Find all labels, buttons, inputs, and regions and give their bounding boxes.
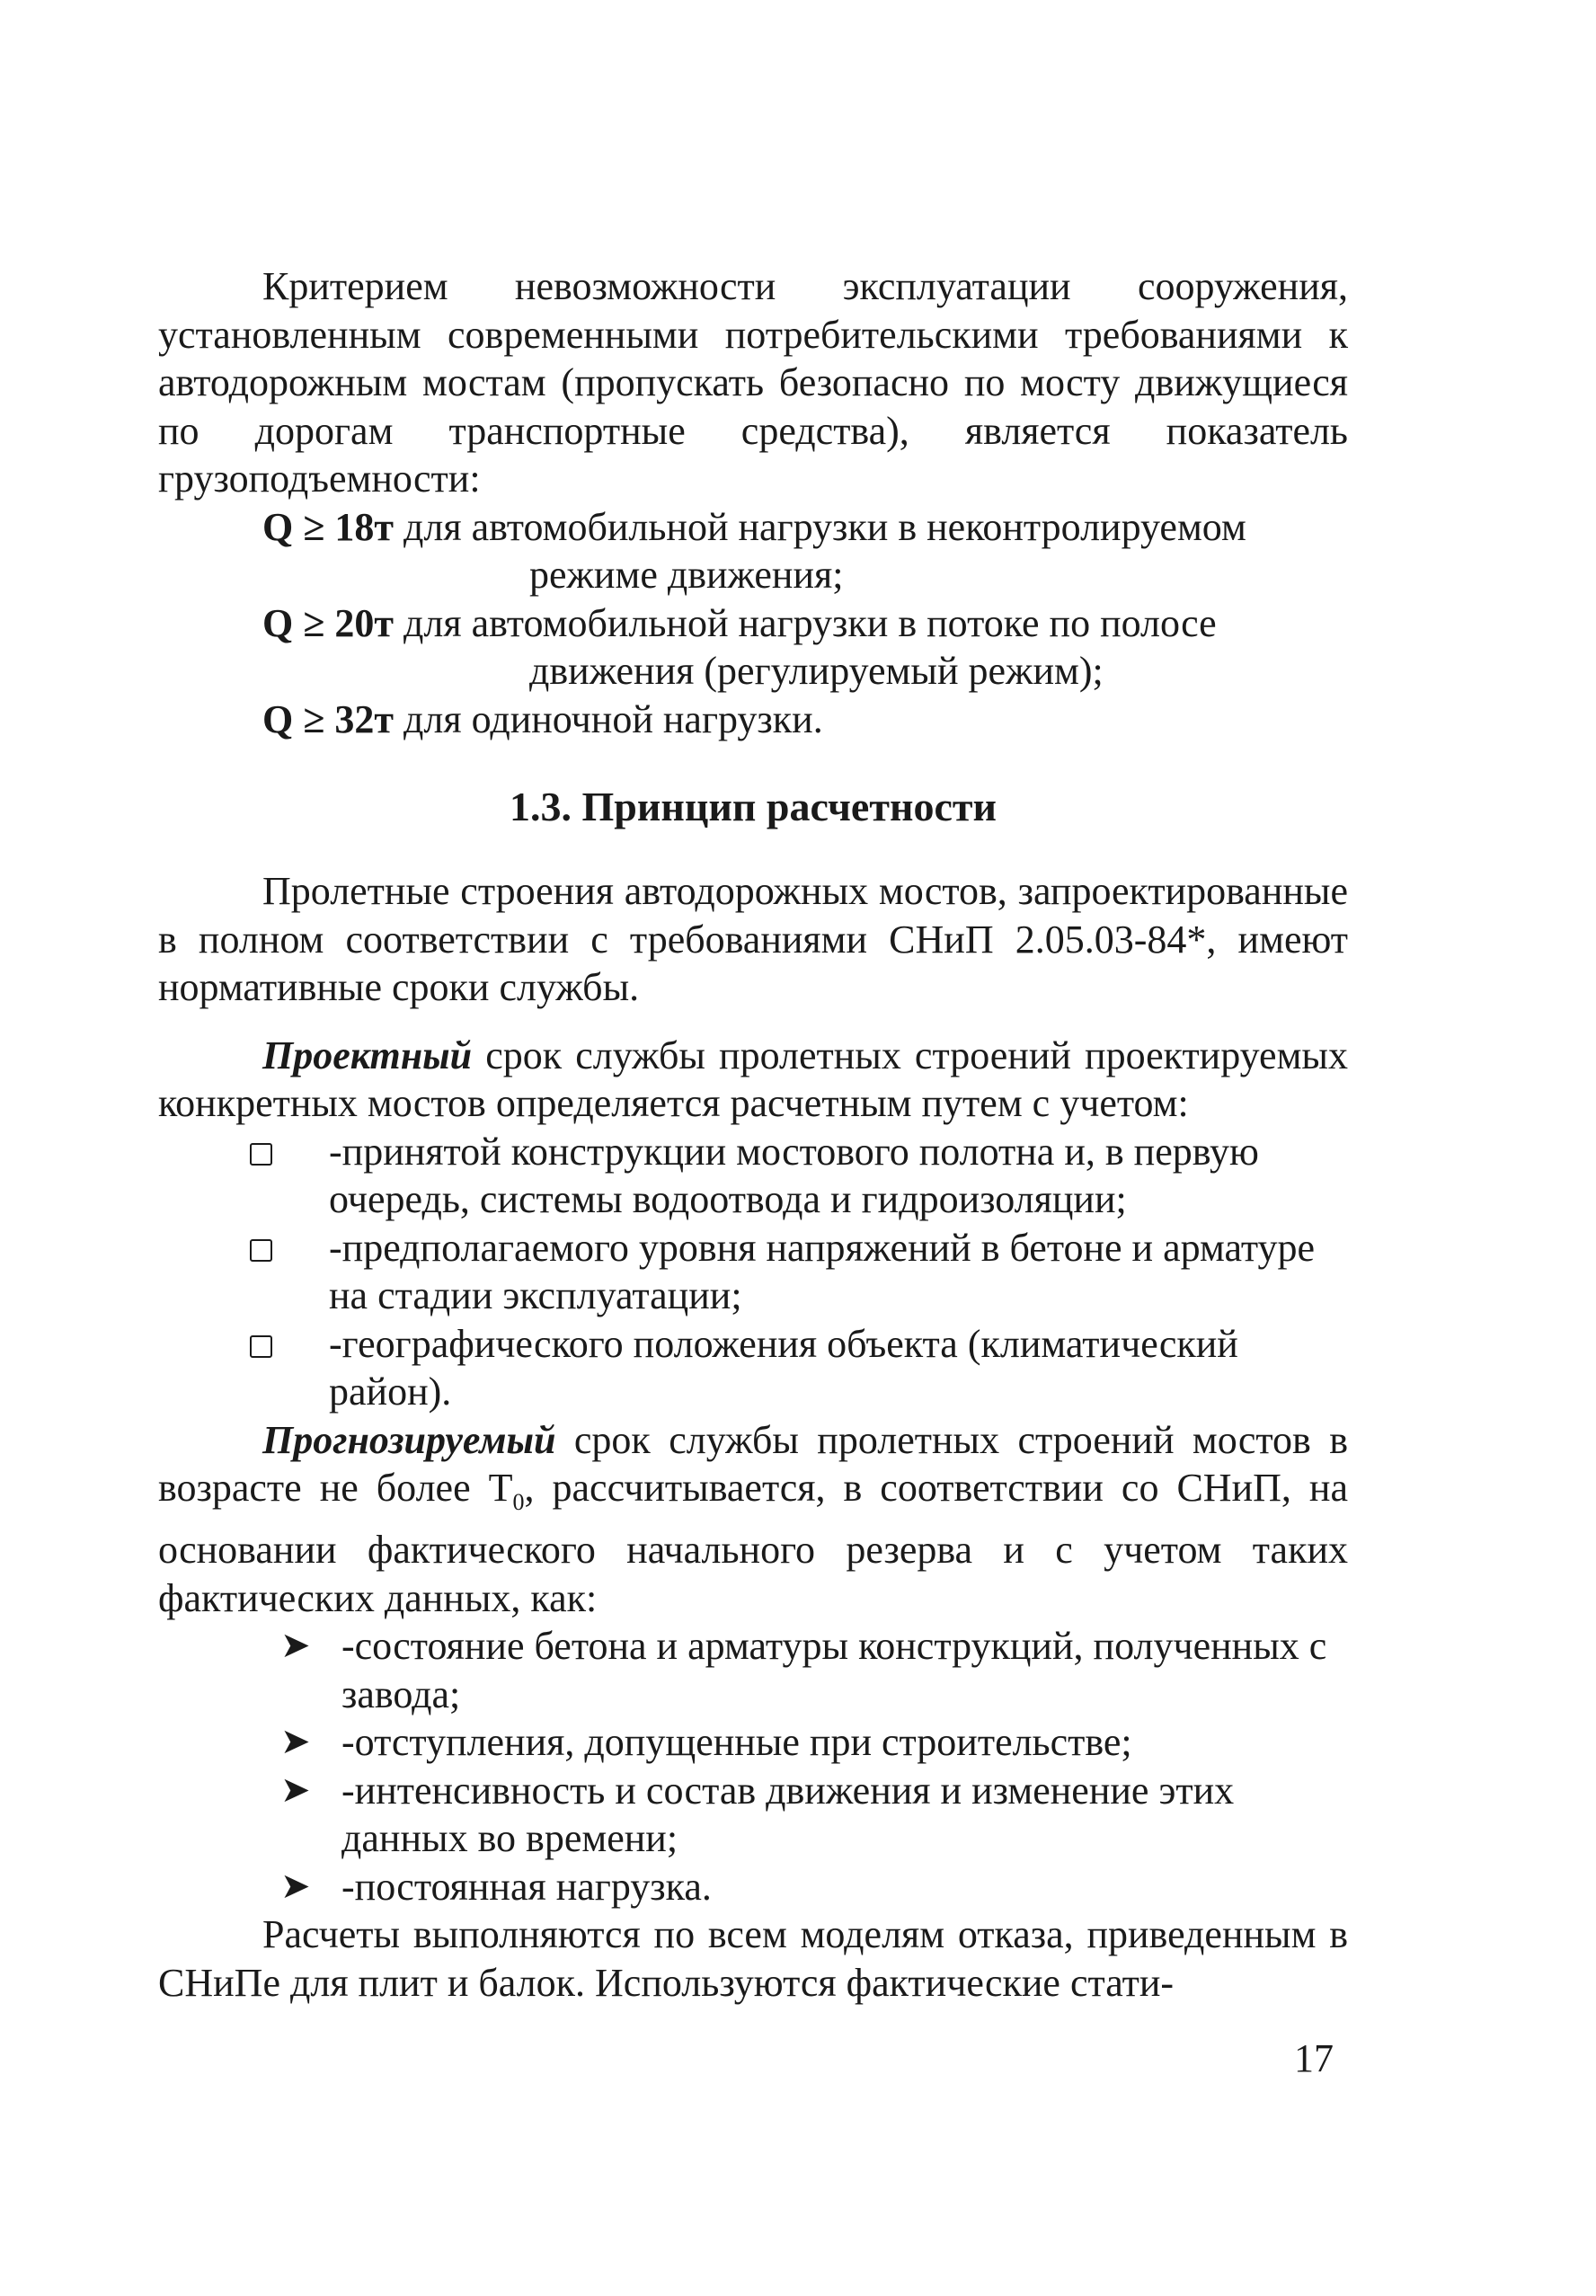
criterion-text: для автомобильной нагрузки в потоке по полосе [394,600,1217,645]
subscript: 0 [512,1488,525,1515]
criterion-item [262,599,1348,648]
list-item [158,1320,1348,1416]
intro-paragraph: Критерием невозможности эксплуатации сооружения, установленным современными потребительскими требованиями к автодорожным мостам (пропускать безопасно по мосту движущиеся по дорогам транспортные средства), является показатель грузоподъемности: [158,264,1348,501]
arrow-bullet-icon: ➤ [280,1721,311,1763]
section-paragraph-4: Расчеты выполняются по всем моделям отказа, приведенным в СНиПе для плит и балок. Используются фактические стати- [158,1912,1348,2005]
criteria-list [158,503,1348,744]
section-heading: 1.3. Принцип расчетности [510,784,997,829]
arrow-bullet-icon: ➤ [280,1865,311,1907]
criterion-symbol: Q ≥ 18т [262,504,394,549]
checkbox-bullet-icon [250,1335,272,1358]
design-factors-list [158,1128,1348,1416]
section-paragraph-3 [158,1416,1348,1623]
checkbox-bullet-icon [250,1143,272,1166]
list-item-text: -предполагаемого уровня напряжений в бетоне и арматуре на стадии эксплуатации; [329,1225,1316,1317]
list-item-text: -интенсивность и состав движения и изменение этих данных во времени; [341,1768,1235,1861]
list-item [158,1622,1348,1718]
list-item-text: -отступления, допущенные при строительстве; [341,1720,1132,1765]
criterion-text: для автомобильной нагрузки в неконтролируемом [394,504,1246,549]
criterion-item [262,696,1348,744]
term-design: Проектный [262,1033,473,1077]
list-item-text: -географического положения объекта (климатический район). [329,1321,1238,1414]
paragraph-text: срок службы пролетных строений проектируемых конкретных мостов определяется расчетным путем с учетом: [158,1033,1348,1125]
term-forecast: Прогнозируемый [262,1417,556,1462]
paragraph-text: , рассчитывается, в соответствии со СНиП, на основании фактического начального резерва и с учетом таких фактических данных, как: [158,1466,1348,1620]
criterion-text: для одиночной нагрузки. [394,696,823,741]
paragraph-text: срок службы пролетных строений мостов в возрасте не более Т [158,1417,1348,1510]
list-item-text: -постоянная нагрузка. [341,1864,712,1909]
criterion-continuation: движения (регулируемый режим); [529,649,1104,693]
list-item [158,1128,1348,1224]
section-paragraph-2 [158,1032,1348,1128]
arrow-bullet-icon: ➤ [280,1625,311,1667]
list-item [158,1767,1348,1863]
arrow-bullet-icon: ➤ [280,1769,311,1811]
checkbox-bullet-icon [250,1239,272,1262]
criterion-symbol: Q ≥ 20т [262,600,394,645]
list-item [158,1863,1348,1911]
criterion-continuation: режиме движения; [529,553,844,597]
list-item-text: -состояние бетона и арматуры конструкций, полученных с завода; [341,1624,1327,1716]
section-paragraph-1: Пролетные строения автодорожных мостов, запроектированные в полном соответствии с требованиями СНиП 2.05.03-84*, имеют нормативные сроки службы. [158,869,1348,1009]
list-item [158,1224,1348,1320]
page-number: 17 [1294,2036,1334,2080]
list-item [158,1718,1348,1767]
criterion-item [262,503,1348,552]
criterion-symbol: Q ≥ 32т [262,696,394,741]
list-item-text: -принятой конструкции мостового полотна и, в первую очередь, системы водоотвода и гидроизоляции; [329,1129,1259,1221]
forecast-factors-list [158,1622,1348,1910]
